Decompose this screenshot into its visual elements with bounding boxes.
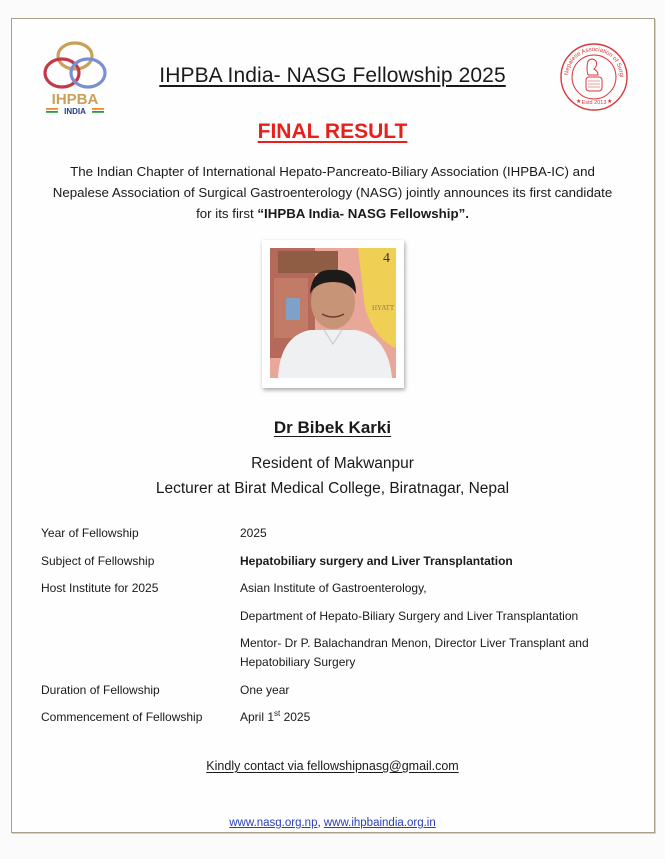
host-department: Department of Hepato-Biliary Surgery and Liver Transplantation xyxy=(240,609,579,623)
candidate-portrait-image xyxy=(270,248,396,378)
contact-line xyxy=(0,759,665,773)
candidate-name xyxy=(0,418,665,438)
host-mentor-line-2: Hepatobiliary Surgery xyxy=(240,655,356,669)
contact-email-text[interactable]: Kindly contact via fellowshipnasg@gmail.com xyxy=(206,759,459,773)
commencement-value xyxy=(240,708,620,726)
candidate-residence: Resident of Makwanpur xyxy=(251,455,414,472)
document-title xyxy=(0,64,665,88)
footer-links xyxy=(0,817,665,829)
commencement-day: April 1 xyxy=(240,710,275,724)
host-institute-name: Asian Institute of Gastroenterology, xyxy=(240,581,427,595)
svg-text:★: ★ xyxy=(607,99,613,105)
document-title-text: IHPBA India- NASG Fellowship 2025 xyxy=(159,64,506,87)
candidate-position: Lecturer at Birat Medical College, Biratnagar, Nepal xyxy=(155,480,510,497)
intro-line-1: The Indian Chapter of International Hepato-Pancreato-Biliary Association (IHPBA-IC) and xyxy=(70,164,595,179)
subject-of-fellowship-value: Hepatobiliary surgery and Liver Transplantation xyxy=(240,554,513,568)
svg-text:HYATT: HYATT xyxy=(372,304,395,312)
subject-of-fellowship-label: Subject of Fellowship xyxy=(41,554,155,568)
svg-text:IHPBA: IHPBA xyxy=(51,91,99,108)
link-separator: , xyxy=(317,817,324,829)
svg-text:4: 4 xyxy=(383,251,390,266)
svg-text:Nepalese Association of Surgic: Nepalese Association of Surgi xyxy=(563,46,625,78)
host-institute-label: Host Institute for 2025 xyxy=(41,581,159,595)
year-of-fellowship-label: Year of Fellowship xyxy=(41,526,139,540)
duration-value: One year xyxy=(240,683,290,697)
intro-line-2: Nepalese Association of Surgical Gastroenterology (NASG) jointly announces its first candidate xyxy=(52,185,613,200)
final-result-text: FINAL RESULT xyxy=(257,120,408,143)
host-mentor-line-1: Mentor- Dr P. Balachandran Menon, Director Liver Transplant and xyxy=(240,636,589,650)
svg-text:Estd 2013: Estd 2013 xyxy=(581,100,607,106)
candidate-photo-frame xyxy=(262,240,404,388)
nasg-website-link[interactable]: www.nasg.org.np xyxy=(229,817,318,829)
intro-line-3-prefix: for its first xyxy=(196,206,258,221)
candidate-name-text: Dr Bibek Karki xyxy=(273,418,392,437)
intro-line-3 xyxy=(30,203,635,224)
ordinal-suffix: st xyxy=(274,709,281,718)
svg-text:★: ★ xyxy=(576,99,582,105)
candidate-photo xyxy=(270,248,396,378)
intro-paragraph xyxy=(30,161,635,224)
svg-text:INDIA: INDIA xyxy=(64,107,86,116)
year-of-fellowship-value: 2025 xyxy=(240,526,267,540)
fellowship-name-bold: “IHPBA India- NASG Fellowship”. xyxy=(257,206,469,221)
final-result-heading xyxy=(0,120,665,144)
duration-label: Duration of Fellowship xyxy=(41,683,160,697)
ihpba-india-website-link[interactable]: www.ihpbaindia.org.in xyxy=(323,817,436,829)
commencement-year: 2025 xyxy=(280,710,311,724)
commencement-label: Commencement of Fellowship xyxy=(41,710,203,724)
